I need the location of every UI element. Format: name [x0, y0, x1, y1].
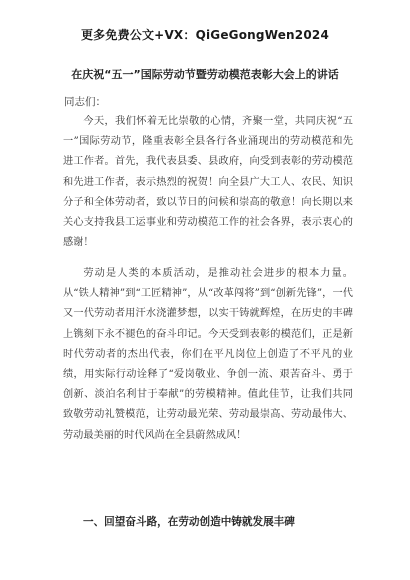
- speech-title: 在庆祝“五一”国际劳动节暨劳动模范表彰大会上的讲话: [71, 68, 339, 81]
- body-paragraph-2: 劳动是人类的本质活动，是推动社会进步的根本力量。从“铁人精神”到“工匠精神”，从“改革闯将”到“创新先锋”，一代又一代劳动者用汗水浇灌梦想，以实干铸就辉煌，在历史的丰碑上镌刻下永不褪色的奋斗印记。今天受到表彰的模范们，正是新时代劳动者的杰出代表，你们在平凡岗位上创造了不平凡的业绩，用实际行动诠释了“爱岗敬业、争创一流、艰苦奋斗、勇于创新、淡泊名利甘于奉献”的劳模精神。值此佳节，让我们共同致敬劳动礼赞模范，让劳动最光荣、劳动最崇高、劳动最伟大、劳动最美丽的时代风尚在全县蔚然成风！: [63, 268, 353, 441]
- salutation: 同志们：: [64, 96, 106, 108]
- section-heading: 一、回望奋斗路，在劳动创造中铸就发展丰碑: [83, 516, 295, 528]
- body-paragraph-1: 今天，我们怀着无比崇敬的心情，齐聚一堂，共同庆祝“五一”国际劳动节，隆重表彰全县各行各业涌现出的劳动模范和先进工作者。首先，我代表县委、县政府，向受到表彰的劳动模范和先进工作者，表示热烈的祝贺！向全县广大工人、农民、知识分子和全体劳动者，致以节日的问候和崇高的敬意！向长期以来关心支持我县工运事业和劳动模范工作的社会各界，表示衷心的感谢！: [63, 116, 353, 249]
- promo-banner: 更多免费公文+VX：QiGeGongWen2024: [80, 28, 329, 42]
